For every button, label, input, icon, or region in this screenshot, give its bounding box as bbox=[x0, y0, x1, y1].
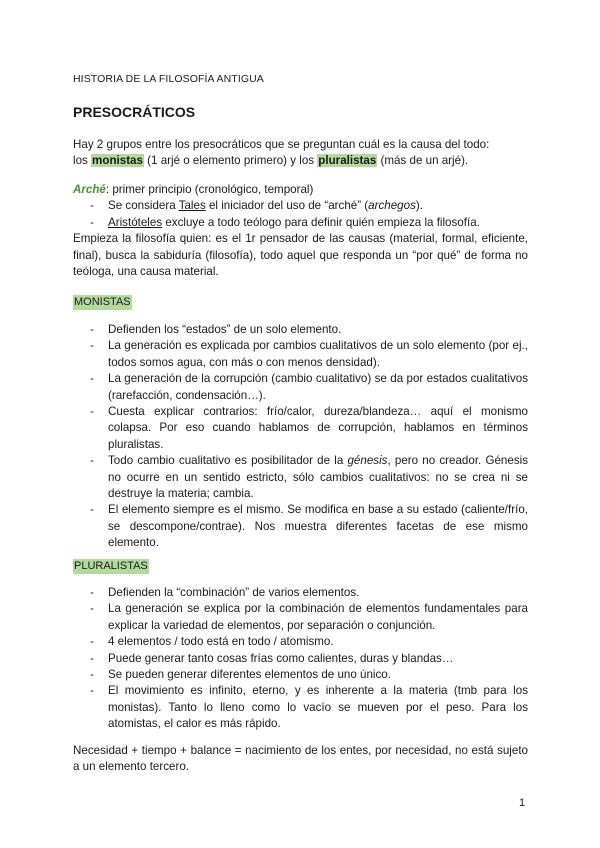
tales-name: Tales bbox=[178, 199, 206, 213]
list-item: - La generación es explicada por cambios cualitativos de un solo elemento (por ej., todos somos agua, con más o con menos densidad). bbox=[73, 338, 528, 371]
intro-line-2 bbox=[73, 153, 528, 169]
text: , pero no creador. Génesis no ocurre en un sentido estricto, sólo cambios cualitativos: no se crea ni se destruye la materia; cambia. bbox=[108, 454, 528, 501]
arche-list bbox=[73, 198, 528, 231]
monistas-section bbox=[73, 322, 528, 552]
pluralistas-tag: PLURALISTAS bbox=[74, 560, 148, 572]
arche-def: : primer principio (cronológico, temporal) bbox=[105, 183, 314, 196]
monistas-heading bbox=[73, 292, 528, 310]
page-number: 1 bbox=[519, 797, 526, 809]
list-item: - El elemento siempre es el mismo. Se modifica en base a su estado (caliente/frío, se descompone/contrae). Nos muestra diferentes facetas de ese mismo elemento. bbox=[73, 502, 528, 551]
intro-text: (1 arjé o elemento primero) y los bbox=[143, 154, 318, 168]
pluralistas-section bbox=[73, 585, 528, 733]
list-item bbox=[73, 215, 528, 231]
list-item bbox=[73, 453, 528, 502]
text: ). bbox=[415, 199, 423, 213]
list-item: - 4 elementos / todo está en todo / atomismo. bbox=[73, 634, 528, 650]
list-item: - Cuesta explicar contrarios: frío/calor, dureza/blandeza… aquí el monismo colapsa. Por eso cuando hablamos de corrupción, hablamos en términos pluralistas. bbox=[73, 404, 528, 453]
closing-paragraph: Necesidad + tiempo + balance = nacimiento de los entes, por necesidad, no está sujeto a un elemento tercero. bbox=[73, 744, 528, 774]
pluralistas-list bbox=[73, 585, 528, 733]
text: Todo cambio cualitativo es posibilitador de la bbox=[108, 454, 348, 468]
list-item: - Defienden la “combinación” de varios elementos. bbox=[73, 585, 528, 601]
arche-term: Arché bbox=[73, 183, 106, 196]
intro-line-1: Hay 2 grupos entre los presocráticos que se preguntan cuál es la causa del todo: bbox=[73, 138, 490, 151]
intro-text: los bbox=[73, 154, 92, 168]
text: excluye a todo teólogo para definir quién empieza la filosofía. bbox=[162, 215, 480, 229]
list-item: - La generación se explica por la combinación de elementos fundamentales para explicar la variedad de elementos, por separación o conjunción. bbox=[73, 601, 528, 634]
monistas-list bbox=[73, 322, 528, 552]
genesis-term: génesis bbox=[347, 454, 388, 468]
pluralistas-heading bbox=[73, 556, 528, 574]
closing-section bbox=[73, 743, 528, 776]
monistas-highlight: monistas bbox=[92, 154, 143, 168]
pluralistas-highlight: pluralistas bbox=[318, 154, 377, 168]
list-item: - Se pueden generar diferentes elementos de uno único. bbox=[73, 667, 528, 683]
text: Se considera bbox=[108, 199, 179, 213]
arche-definition bbox=[73, 182, 528, 198]
list-item bbox=[73, 198, 528, 214]
list-item: - El movimiento es infinito, eterno, y es inherente a la materia (tmb para los monistas). Tanto lo lleno como lo vacío se mueven por el peso. Para los atomistas, el calor es más rápido. bbox=[73, 683, 528, 732]
list-item: - La generación de la corrupción (cambio cualitativo) se da por estados cualitativos (rarefacción, condensación…). bbox=[73, 371, 528, 404]
list-item: - Puede generar tanto cosas frías como calientes, duras y blandas… bbox=[73, 651, 528, 667]
text: el iniciador del uso de “arché” ( bbox=[205, 199, 369, 213]
aristoteles-name: Aristóteles bbox=[108, 215, 163, 229]
archegos-term: archegos bbox=[368, 199, 416, 213]
intro-paragraph bbox=[73, 137, 528, 170]
arche-paragraph: Empieza la filosofía quien: es el 1r pensador de las causas (material, formal, eficiente, final), busca la sabiduría (filosofía), todo aquel que responda un “por qué” de forma no teóloga, una causa material. bbox=[73, 232, 528, 279]
arche-section bbox=[73, 182, 528, 280]
section-title: PRESOCRÁTICOS bbox=[73, 104, 196, 120]
intro-text: (más de un arjé). bbox=[377, 154, 469, 168]
document-title: HISTORIA DE LA FILOSOFÍA ANTIGUA bbox=[73, 73, 264, 85]
list-item: - Defienden los “estados” de un solo elemento. bbox=[73, 322, 528, 338]
monistas-tag: MONISTAS bbox=[74, 296, 131, 308]
